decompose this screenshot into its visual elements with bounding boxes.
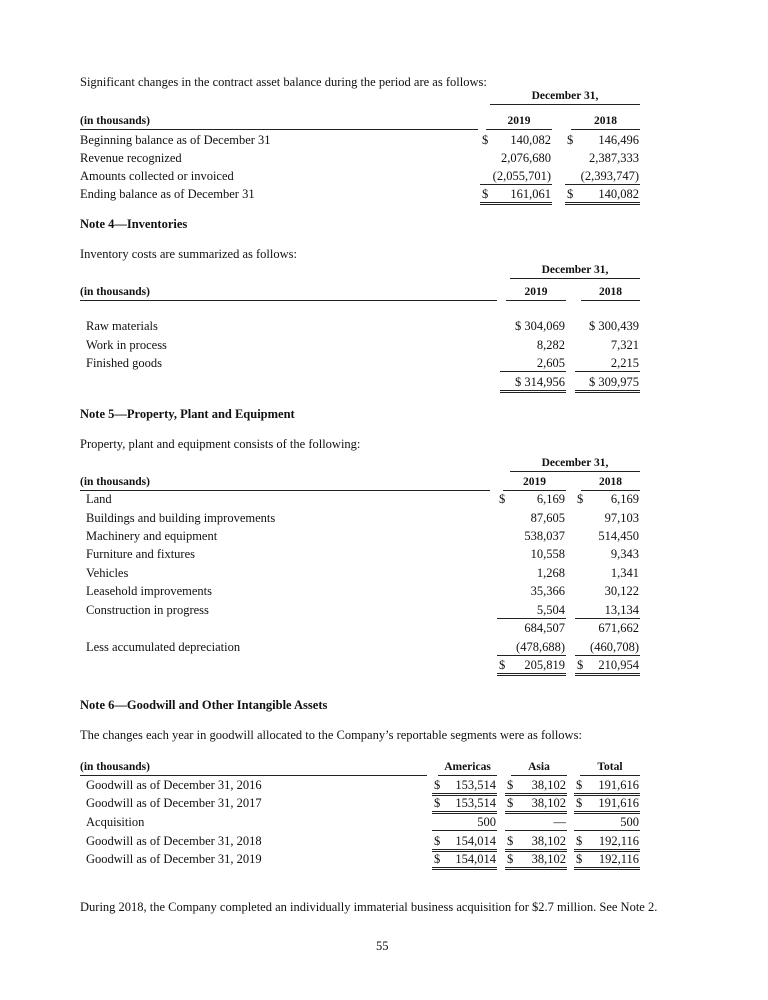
table-cell xyxy=(575,374,640,393)
cell-value: 514,450 xyxy=(598,529,639,543)
cell-value: 205,819 xyxy=(524,658,565,672)
note4-group-rule xyxy=(510,278,640,279)
table-cell xyxy=(497,620,566,636)
row-label: Raw materials xyxy=(86,319,158,333)
cell-value: 97,103 xyxy=(604,511,639,525)
row-label: Ending balance as of December 31 xyxy=(80,187,255,201)
cell-value: 140,082 xyxy=(598,187,639,201)
row-label: Beginning balance as of December 31 xyxy=(80,133,271,147)
table-cell xyxy=(497,657,566,676)
cell-value: 192,116 xyxy=(598,834,639,848)
currency-symbol: $ xyxy=(507,796,514,810)
table-cell xyxy=(565,186,640,205)
table-cell xyxy=(575,355,640,372)
row-label: Machinery and equipment xyxy=(86,529,218,543)
cell-value: 2,076,680 xyxy=(501,151,551,165)
cell-value: 146,496 xyxy=(598,133,639,147)
cell-value: 35,366 xyxy=(530,584,565,598)
page-number: 55 xyxy=(376,939,389,953)
table-cell xyxy=(497,565,566,581)
cell-value: 154,014 xyxy=(455,834,496,848)
cell-value: — xyxy=(553,815,566,829)
table-cell xyxy=(575,565,640,581)
note5-intro: Property, plant and equipment consists of the following: xyxy=(80,437,361,451)
table-cell xyxy=(497,546,566,562)
table-cell xyxy=(432,814,497,831)
column-header-2018: 2018 xyxy=(571,113,640,130)
row-label: Construction in progress xyxy=(86,603,209,617)
currency-symbol: $ xyxy=(434,852,441,866)
cell-value: 684,507 xyxy=(524,621,565,635)
currency-symbol: $ xyxy=(499,658,506,672)
column-header-2018: 2018 xyxy=(581,474,640,491)
row-label: Goodwill as of December 31, 2016 xyxy=(86,778,262,792)
row-label: Goodwill as of December 31, 2018 xyxy=(86,834,262,848)
table-cell xyxy=(505,814,567,831)
note5-group-rule xyxy=(510,471,640,472)
table-cell xyxy=(565,132,640,148)
column-header-asia: Asia xyxy=(511,759,567,776)
note6-unit-label: (in thousands) xyxy=(80,759,427,776)
row-label: Goodwill as of December 31, 2019 xyxy=(86,852,262,866)
table-cell xyxy=(574,795,640,814)
cell-value: 38,102 xyxy=(531,778,566,792)
cell-value: 153,514 xyxy=(455,778,496,792)
cell-value: 2,605 xyxy=(536,356,565,370)
cell-value: 538,037 xyxy=(524,529,565,543)
cell-value: (2,393,747) xyxy=(580,169,639,183)
table-cell xyxy=(505,833,567,852)
currency-symbol: $ xyxy=(576,778,583,792)
currency-symbol: $ xyxy=(507,852,514,866)
table-cell xyxy=(575,491,640,507)
cell-value: (478,688) xyxy=(516,640,565,654)
table-cell xyxy=(575,546,640,562)
table-cell xyxy=(505,795,567,814)
cell-value: 140,082 xyxy=(510,133,551,147)
cell-value: 2,215 xyxy=(610,356,639,370)
table-cell xyxy=(480,150,552,166)
table-cell xyxy=(575,583,640,599)
table-cell xyxy=(574,851,640,870)
currency-symbol: $ xyxy=(576,852,583,866)
contract-asset-intro: Significant changes in the contract asset balance during the period are as follows: xyxy=(80,75,487,89)
cell-value: 500 xyxy=(620,815,639,829)
table-cell xyxy=(575,337,640,353)
cell-value: $ 304,069 xyxy=(515,319,565,333)
row-label: Amounts collected or invoiced xyxy=(80,169,234,183)
column-header-2018: 2018 xyxy=(581,284,640,301)
cell-value: 192,116 xyxy=(598,852,639,866)
cell-value: 9,343 xyxy=(610,547,639,561)
currency-symbol: $ xyxy=(434,834,441,848)
table-cell xyxy=(565,150,640,166)
table-cell xyxy=(432,795,497,814)
cell-value: 500 xyxy=(477,815,496,829)
currency-symbol: $ xyxy=(499,492,506,506)
note4-title: Note 4—Inventories xyxy=(80,217,188,231)
table-cell xyxy=(505,777,567,796)
column-header-total: Total xyxy=(580,759,640,776)
table-cell xyxy=(497,491,566,507)
currency-symbol: $ xyxy=(577,658,584,672)
currency-symbol: $ xyxy=(567,133,574,147)
table-cell xyxy=(497,639,566,656)
row-label: Buildings and building improvements xyxy=(86,511,276,525)
table-cell xyxy=(480,168,552,185)
cell-value: 161,061 xyxy=(510,187,551,201)
cell-value: 671,662 xyxy=(598,621,639,635)
table-cell xyxy=(500,374,566,393)
row-label: Furniture and fixtures xyxy=(86,547,196,561)
note4-group-header: December 31, xyxy=(541,264,609,276)
table-cell xyxy=(480,186,552,205)
cell-value: 1,268 xyxy=(536,566,565,580)
note5-unit-label: (in thousands) xyxy=(80,474,490,491)
cell-value: 2,387,333 xyxy=(589,151,639,165)
table-cell xyxy=(497,602,566,619)
table-cell xyxy=(575,528,640,544)
row-label: Less accumulated depreciation xyxy=(86,640,241,654)
table-cell xyxy=(574,833,640,852)
note6-intro: The changes each year in goodwill allocated to the Company’s reportable segments were as follows: xyxy=(80,728,582,742)
contract_assets-group-rule xyxy=(490,104,640,105)
currency-symbol: $ xyxy=(577,492,584,506)
note4-intro: Inventory costs are summarized as follows: xyxy=(80,247,297,261)
table-cell xyxy=(565,168,640,185)
cell-value: 7,321 xyxy=(610,338,639,352)
table-cell xyxy=(575,602,640,619)
cell-value: 210,954 xyxy=(598,658,639,672)
note5-group-header: December 31, xyxy=(541,457,609,469)
table-cell xyxy=(497,510,566,526)
cell-value: $ 300,439 xyxy=(589,319,639,333)
cell-value: 191,616 xyxy=(598,778,639,792)
table-cell xyxy=(497,528,566,544)
cell-value: 5,504 xyxy=(536,603,565,617)
table-cell xyxy=(575,510,640,526)
cell-value: 13,134 xyxy=(604,603,639,617)
table-cell xyxy=(505,851,567,870)
cell-value: (460,708) xyxy=(590,640,639,654)
cell-value: 6,169 xyxy=(536,492,565,506)
currency-symbol: $ xyxy=(482,187,489,201)
table-cell xyxy=(500,337,566,353)
contract_assets-group-header: December 31, xyxy=(531,90,599,102)
row-label: Land xyxy=(86,492,112,506)
note6-title: Note 6—Goodwill and Other Intangible Assets xyxy=(80,698,328,712)
row-label: Work in process xyxy=(86,338,167,352)
cell-value: $ 314,956 xyxy=(515,375,565,389)
row-label: Leasehold improvements xyxy=(86,584,213,598)
row-label: Acquisition xyxy=(86,815,145,829)
row-label: Finished goods xyxy=(86,356,163,370)
cell-value: 87,605 xyxy=(530,511,565,525)
cell-value: 10,558 xyxy=(530,547,565,561)
table-cell xyxy=(500,318,566,334)
cell-value: 6,169 xyxy=(610,492,639,506)
cell-value: 8,282 xyxy=(536,338,565,352)
note5-title: Note 5—Property, Plant and Equipment xyxy=(80,407,295,421)
table-cell xyxy=(480,132,552,148)
cell-value: 191,616 xyxy=(598,796,639,810)
table-cell xyxy=(432,833,497,852)
table-cell xyxy=(432,851,497,870)
cell-value: $ 309,975 xyxy=(589,375,639,389)
note4-unit-label: (in thousands) xyxy=(80,284,497,301)
currency-symbol: $ xyxy=(576,796,583,810)
column-header-2019: 2019 xyxy=(486,113,552,130)
row-label: Goodwill as of December 31, 2017 xyxy=(86,796,262,810)
currency-symbol: $ xyxy=(507,834,514,848)
table-cell xyxy=(500,355,566,372)
table-cell xyxy=(432,777,497,796)
column-header-2019: 2019 xyxy=(503,474,566,491)
table-cell xyxy=(575,620,640,636)
column-header-americas: Americas xyxy=(438,759,497,776)
table-cell xyxy=(575,657,640,676)
cell-value: 153,514 xyxy=(455,796,496,810)
currency-symbol: $ xyxy=(434,796,441,810)
table-cell xyxy=(575,318,640,334)
cell-value: 38,102 xyxy=(531,834,566,848)
cell-value: 1,341 xyxy=(610,566,639,580)
table-cell xyxy=(497,583,566,599)
currency-symbol: $ xyxy=(576,834,583,848)
table-cell xyxy=(575,639,640,656)
column-header-2019: 2019 xyxy=(506,284,566,301)
cell-value: 38,102 xyxy=(531,796,566,810)
cell-value: 30,122 xyxy=(604,584,639,598)
currency-symbol: $ xyxy=(567,187,574,201)
row-label: Vehicles xyxy=(86,566,129,580)
currency-symbol: $ xyxy=(482,133,489,147)
table-cell xyxy=(574,814,640,831)
currency-symbol: $ xyxy=(507,778,514,792)
row-label: Revenue recognized xyxy=(80,151,182,165)
cell-value: 154,014 xyxy=(455,852,496,866)
contract_assets-unit-label: (in thousands) xyxy=(80,113,478,130)
currency-symbol: $ xyxy=(434,778,441,792)
cell-value: 38,102 xyxy=(531,852,566,866)
table-cell xyxy=(574,777,640,796)
cell-value: (2,055,701) xyxy=(492,169,551,183)
note6-closing: During 2018, the Company completed an individually immaterial business acquisition for $2.7 million. See Note 2. xyxy=(80,900,658,914)
